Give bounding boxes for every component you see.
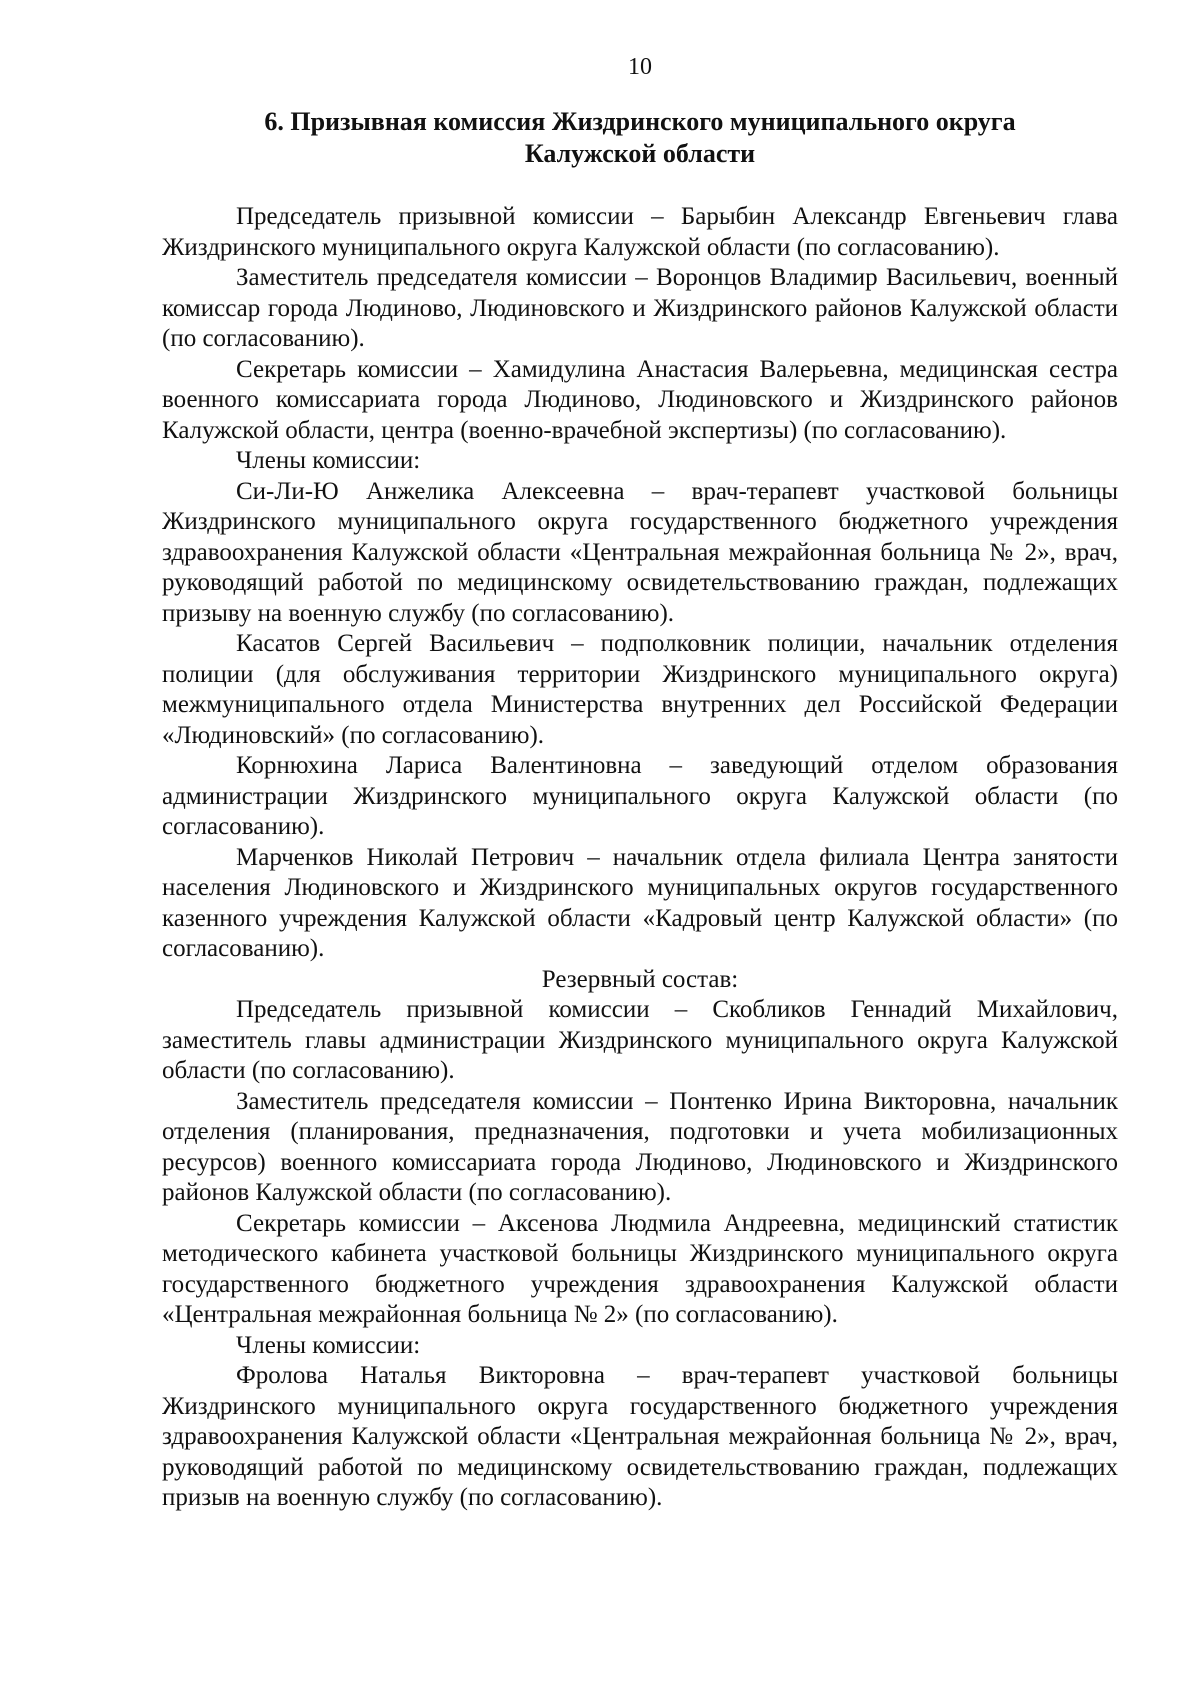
paragraph-member-si-li-yu: Си-Ли-Ю Анжелика Алексеевна – врач-терапевт участковой больницы Жиздринского муниципального округа государственного бюджетного учреждения здравоохранения Калужской области «Центральная межрайонная больница № 2», врач, руководящий работой по медицинскому освидетельствованию граждан, подлежащих призыву на военную службу (по согласованию). bbox=[162, 477, 1118, 627]
section-heading bbox=[162, 106, 1118, 170]
paragraph-members-label: Члены комиссии: bbox=[236, 447, 421, 474]
section-heading-line-2: Калужской области bbox=[524, 139, 756, 168]
paragraph-reserve-deputy-chairman: Заместитель председателя комиссии – Понтенко Ирина Викторовна, начальник отделения (планирования, предназначения, подготовки и учета мобилизационных ресурсов) военного комиссариата города Людиново, Людиновского и Жиздринского районов Калужской области (по согласованию). bbox=[162, 1087, 1118, 1206]
paragraph-reserve-member-frolova: Фролова Наталья Викторовна – врач-терапевт участковой больницы Жиздринского муниципального округа государственного бюджетного учреждения здравоохранения Калужской области «Центральная межрайонная больница № 2», врач, руководящий работой по медицинскому освидетельствованию граждан, подлежащих призыв на военную службу (по согласованию). bbox=[162, 1362, 1118, 1511]
document-page bbox=[162, 52, 1118, 1514]
paragraph-reserve-chairman: Председатель призывной комиссии – Скобликов Геннадий Михайлович, заместитель главы администрации Жиздринского муниципального округа Калужской области (по согласованию). bbox=[162, 996, 1118, 1084]
paragraph-deputy-chairman: Заместитель председателя комиссии – Воронцов Владимир Васильевич, военный комиссар города Людиново, Людиновского и Жиздринского районов Калужской области (по согласованию). bbox=[162, 264, 1118, 352]
paragraph-chairman: Председатель призывной комиссии – Барыбин Александр Евгеньевич глава Жиздринского муниципального округа Калужской области (по согласованию). bbox=[162, 203, 1118, 261]
paragraph-secretary: Секретарь комиссии – Хамидулина Анастасия Валерьевна, медицинская сестра военного комиссариата города Людиново, Людиновского и Жиздринского районов Калужской области, центра (военно-врачебной экспертизы) (по согласованию). bbox=[162, 355, 1118, 444]
paragraph-reserve-members-label: Члены комиссии: bbox=[236, 1331, 421, 1359]
paragraph-member-kasatov: Касатов Сергей Васильевич – подполковник полиции, начальник отделения полиции (для обслуживания территории Жиздринского муниципального округа) межмуниципального отдела Министерства внутренних дел Российской Федерации «Людиновский» (по согласованию). bbox=[162, 630, 1118, 749]
page-number: 10 bbox=[628, 54, 652, 80]
paragraph-member-marchenkov: Марченков Николай Петрович – начальник отдела филиала Центра занятости населения Людиновского и Жиздринского муниципальных округов государственного казенного учреждения Калужской области «Кадровый центр Калужской области» (по согласованию). bbox=[162, 843, 1118, 962]
paragraph-reserve-secretary: Секретарь комиссии – Аксенова Людмила Андреевна, медицинский статистик методического кабинета участковой больницы Жиздринского муниципального округа государственного бюджетного учреждения здравоохранения Калужской области «Центральная межрайонная больница № 2» (по согласованию). bbox=[162, 1209, 1118, 1328]
paragraph-member-kornyukhina: Корнюхина Лариса Валентиновна – заведующий отделом образования администрации Жиздринского муниципального округа Калужской области (по согласованию). bbox=[162, 752, 1118, 840]
reserve-composition bbox=[162, 995, 1118, 1514]
section-heading-line-1: 6. Призывная комиссия Жиздринского муниципального округа bbox=[264, 107, 1016, 136]
main-composition bbox=[162, 202, 1118, 965]
reserve-title: Резервный состав: bbox=[541, 965, 739, 993]
